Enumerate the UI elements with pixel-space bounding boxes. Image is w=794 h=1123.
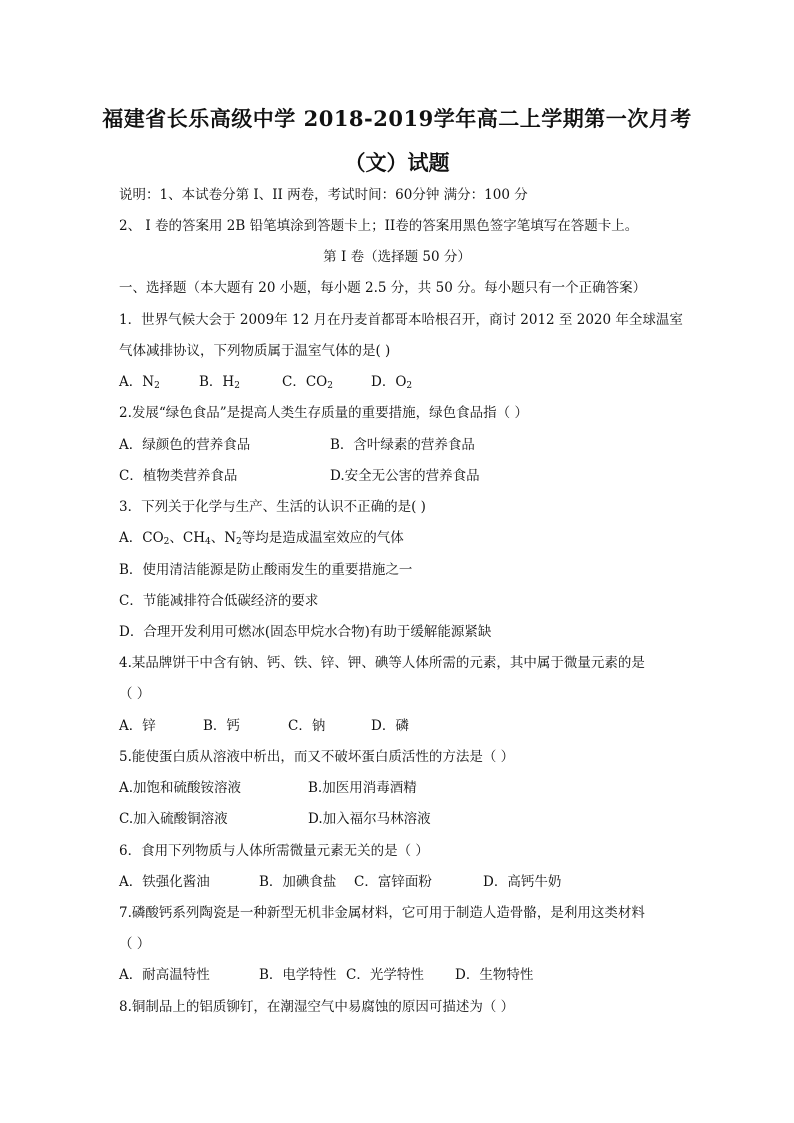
- q6-option-a: A．铁强化酱油: [119, 874, 210, 890]
- q4-option-b: B．钙: [203, 718, 240, 734]
- q4-option-a: A．锌: [119, 718, 156, 734]
- instructions-line1: 说明：1、本试卷分第 I、II 两卷，考试时间：60分钟 满分：100 分: [119, 187, 528, 203]
- q6-option-d: D．高钙牛奶: [483, 874, 562, 890]
- q4-option-c: C．钠: [288, 718, 326, 734]
- q6-stem: 6．食用下列物质与人体所需微量元素无关的是（ ）: [119, 843, 429, 859]
- q3-stem: 3．下列关于化学与生产、生活的认识不正确的是( ): [119, 499, 426, 515]
- q7-stem-line2: （ ）: [119, 936, 151, 952]
- q5-stem: 5.能使蛋白质从溶液中析出，而又不破坏蛋白质活性的方法是（ ）: [119, 749, 515, 765]
- q3-option-b: B．使用清洁能源是防止酸雨发生的重要措施之一: [119, 562, 413, 578]
- q1-option-d: D．$O_2$: [371, 374, 413, 391]
- q2-option-b: B．含叶绿素的营养食品: [330, 437, 475, 453]
- q4-option-d: D．磷: [371, 718, 409, 734]
- part-heading: 一、选择题（本大题有 20 小题，每小题 2.5 分，共 50 分。每小题只有一个正确答案）: [119, 280, 647, 296]
- q7-option-b: B．电学特性: [259, 967, 337, 983]
- q2-option-d: D.安全无公害的营养食品: [330, 468, 480, 484]
- q8-stem: 8.铜制品上的铝质铆钉，在潮湿空气中易腐蚀的原因可描述为（ ）: [119, 999, 515, 1015]
- q4-stem-line2: （ ）: [119, 686, 151, 702]
- q1-stem-line1: 1．世界气候大会于 2009年 12 月在丹麦首都哥本哈根召开，商讨 2012 至 2020 年全球温室: [119, 312, 683, 328]
- q5-option-b: B.加医用消毒酒精: [308, 780, 417, 796]
- q5-option-d: D.加入福尔马林溶液: [308, 811, 431, 827]
- exam-title-line2: （文）试题: [344, 150, 450, 175]
- q1-option-c: C．$CO_2$: [282, 374, 333, 391]
- q6-option-b: B．加碘食盐: [259, 874, 337, 890]
- q1-option-b: B．$H_2$: [199, 374, 240, 391]
- q7-stem-line1: 7.磷酸钙系列陶瓷是一种新型无机非金属材料，它可用于制造人造骨骼，是利用这类材料: [119, 905, 645, 921]
- q2-option-c: C．植物类营养食品: [119, 468, 238, 484]
- q3-option-d: D．合理开发利用可燃冰(固态甲烷水合物)有助于缓解能源紧缺: [119, 624, 492, 640]
- q3-option-a: A．$CO_2$、$CH_4$、$N_2$等均是造成温室效应的气体: [119, 530, 404, 547]
- q6-option-c: C．富锌面粉: [354, 874, 432, 890]
- q5-option-c: C.加入硫酸铜溶液: [119, 811, 228, 827]
- q7-option-c: C．光学特性: [346, 967, 424, 983]
- section-title: 第 I 卷（选择题 50 分）: [323, 249, 471, 265]
- q1-stem-line2: 气体减排协议，下列物质属于温室气体的是( ): [119, 343, 391, 359]
- q2-stem: 2.发展“绿色食品”是提高人类生存质量的重要措施，绿色食品指（ ）: [119, 405, 528, 421]
- q4-stem-line1: 4.某品牌饼干中含有钠、钙、铁、锌、钾、碘等人体所需的元素，其中属于微量元素的是: [119, 655, 645, 671]
- q7-option-d: D．生物特性: [455, 967, 534, 983]
- instructions-line2: 2、 I 卷的答案用 2B 铅笔填涂到答题卡上；II卷的答案用黑色签字笔填写在答题卡上。: [119, 218, 639, 234]
- q1-option-a: A．$N_2$: [119, 374, 160, 391]
- q7-option-a: A．耐高温特性: [119, 967, 210, 983]
- q5-option-a: A.加饱和硫酸铵溶液: [119, 780, 242, 796]
- q3-option-c: C．节能减排符合低碳经济的要求: [119, 593, 319, 609]
- exam-title-line1: 福建省长乐高级中学 2018-2019学年高二上学期第一次月考: [102, 106, 692, 131]
- q2-option-a: A．绿颜色的营养食品: [119, 437, 251, 453]
